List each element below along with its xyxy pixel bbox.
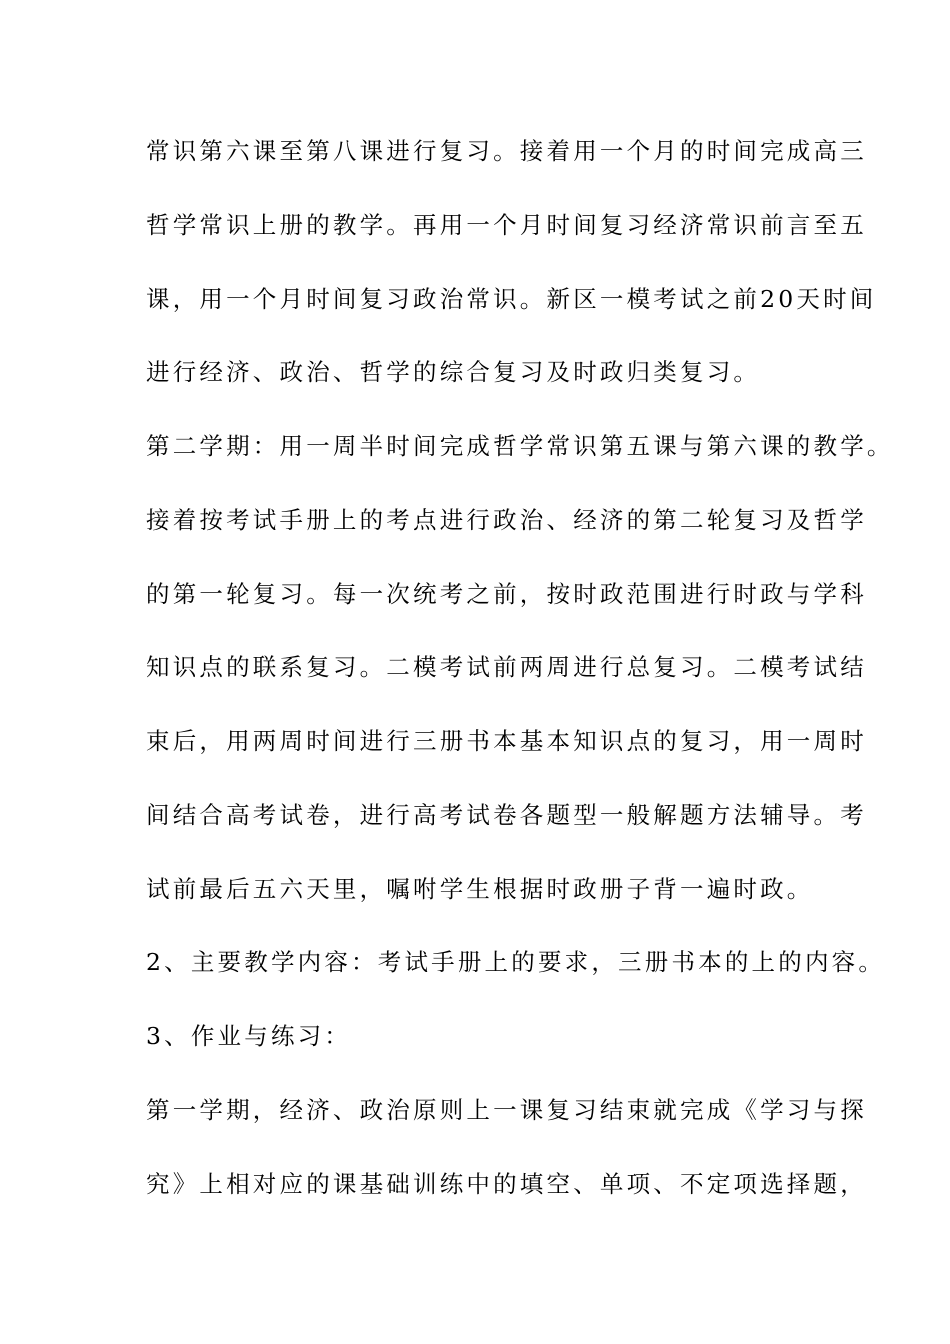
paragraph-line: 第二学期：用一周半时间完成哲学常识第五课与第六课的教学。 bbox=[146, 432, 894, 460]
paragraph-line: 试前最后五六天里，嘱咐学生根据时政册子背一遍时政。 bbox=[146, 875, 814, 903]
paragraph-line: 第一学期，经济、政治原则上一课复习结束就完成《学习与探 bbox=[146, 1096, 867, 1124]
paragraph-line: 哲学常识上册的教学。再用一个月时间复习经济常识前言至五 bbox=[146, 211, 867, 239]
paragraph-line: 束后，用两周时间进行三册书本基本知识点的复习，用一周时 bbox=[146, 727, 867, 755]
paragraph-line: 进行经济、政治、哲学的综合复习及时政归类复习。 bbox=[146, 358, 761, 386]
section-heading-2: 2、主要教学内容：考试手册上的要求，三册书本的上的内容。 bbox=[146, 948, 886, 976]
paragraph-line: 常识第六课至第八课进行复习。接着用一个月的时间完成高三 bbox=[146, 137, 867, 165]
paragraph-line: 知识点的联系复习。二模考试前两周进行总复习。二模考试结 bbox=[146, 653, 867, 681]
paragraph-line: 接着按考试手册上的考点进行政治、经济的第二轮复习及哲学 bbox=[146, 506, 867, 534]
section-heading-3: 3、作业与练习： bbox=[146, 1022, 352, 1050]
paragraph-line: 的第一轮复习。每一次统考之前，按时政范围进行时政与学科 bbox=[146, 580, 867, 608]
paragraph-line: 究》上相对应的课基础训练中的填空、单项、不定项选择题， bbox=[146, 1170, 867, 1198]
paragraph-line: 间结合高考试卷，进行高考试卷各题型一般解题方法辅导。考 bbox=[146, 801, 867, 829]
paragraph-line: 课，用一个月时间复习政治常识。新区一模考试之前20天时间 bbox=[146, 285, 877, 313]
